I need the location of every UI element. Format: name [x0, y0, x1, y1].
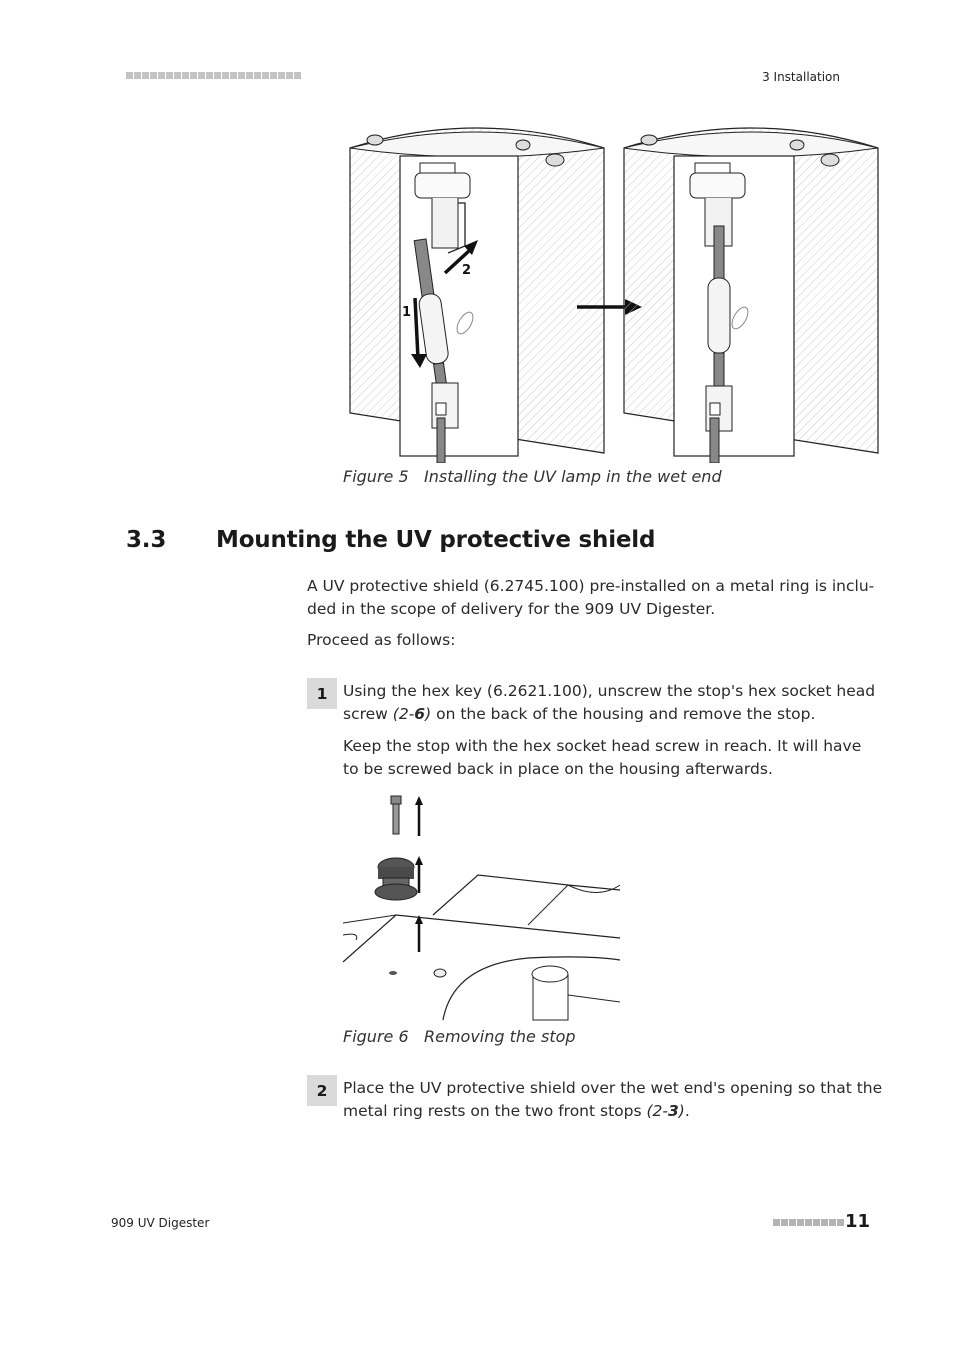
step-1-text	[343, 680, 875, 726]
step-1-ref-open: (2-	[392, 705, 415, 723]
section-title: Mounting the UV protective shield	[216, 527, 656, 553]
section-number: 3.3	[126, 527, 167, 553]
step-2-ref-open: (2-	[646, 1102, 668, 1120]
figure-6-title: Removing the stop	[424, 1027, 576, 1046]
wet-end-after	[624, 128, 878, 463]
section-heading	[126, 527, 655, 553]
step-2-reference	[646, 1102, 684, 1120]
figure-5-illustration	[340, 118, 885, 463]
page-number: 11	[845, 1211, 871, 1232]
intro-line-1: A UV protective shield (6.2745.100) pre-installed on a metal ring is inclu-	[307, 577, 875, 595]
step-1-reference	[393, 705, 431, 723]
step-2-ref-number: 3	[668, 1102, 679, 1120]
header-chapter: 3 Installation	[762, 70, 840, 84]
footer-product: 909 UV Digester	[111, 1216, 210, 1230]
step-2-text	[343, 1077, 882, 1123]
step-1-text-pre: screw	[343, 705, 393, 723]
figure-5-number: Figure 5	[343, 467, 409, 486]
figure-5-caption	[343, 467, 722, 486]
figure-5-label-2: 2	[462, 263, 472, 278]
step-1-line-2	[343, 703, 875, 726]
proceed-text: Proceed as follows:	[307, 631, 456, 649]
step-1-note-line-1: Keep the stop with the hex socket head screw in reach. It will have	[343, 737, 862, 755]
step-2-line-2	[343, 1100, 882, 1123]
step-1-ref-close: )	[425, 705, 432, 723]
header-decoration	[126, 72, 301, 79]
step-2-ref-close: )	[678, 1102, 685, 1120]
intro-paragraph	[307, 575, 874, 621]
figure-6-illustration	[338, 790, 620, 1025]
step-2-number: 2	[307, 1075, 337, 1106]
step-1-number: 1	[307, 678, 337, 709]
step-1-text-post: on the back of the housing and remove the stop.	[431, 705, 816, 723]
step-1-ref-number: 6	[414, 705, 426, 723]
wet-end-before	[350, 128, 604, 463]
intro-line-2: ded in the scope of delivery for the 909 UV Digester.	[307, 600, 716, 618]
step-2-text-pre: metal ring rests on the two front stops	[343, 1102, 647, 1120]
step-2-line-1: Place the UV protective shield over the wet end's opening so that the	[343, 1079, 883, 1097]
step-1-line-1: Using the hex key (6.2621.100), unscrew the stop's hex socket head	[343, 682, 876, 700]
step-2-text-post: .	[684, 1102, 690, 1120]
figure-5-label-1: 1	[402, 305, 412, 320]
figure-6-number: Figure 6	[343, 1027, 409, 1046]
footer-decoration	[773, 1219, 844, 1226]
figure-5-title: Installing the UV lamp in the wet end	[424, 467, 722, 486]
figure-6-caption	[343, 1027, 576, 1046]
step-1-note	[343, 735, 861, 781]
step-1-note-line-2: to be screwed back in place on the housing afterwards.	[343, 760, 773, 778]
